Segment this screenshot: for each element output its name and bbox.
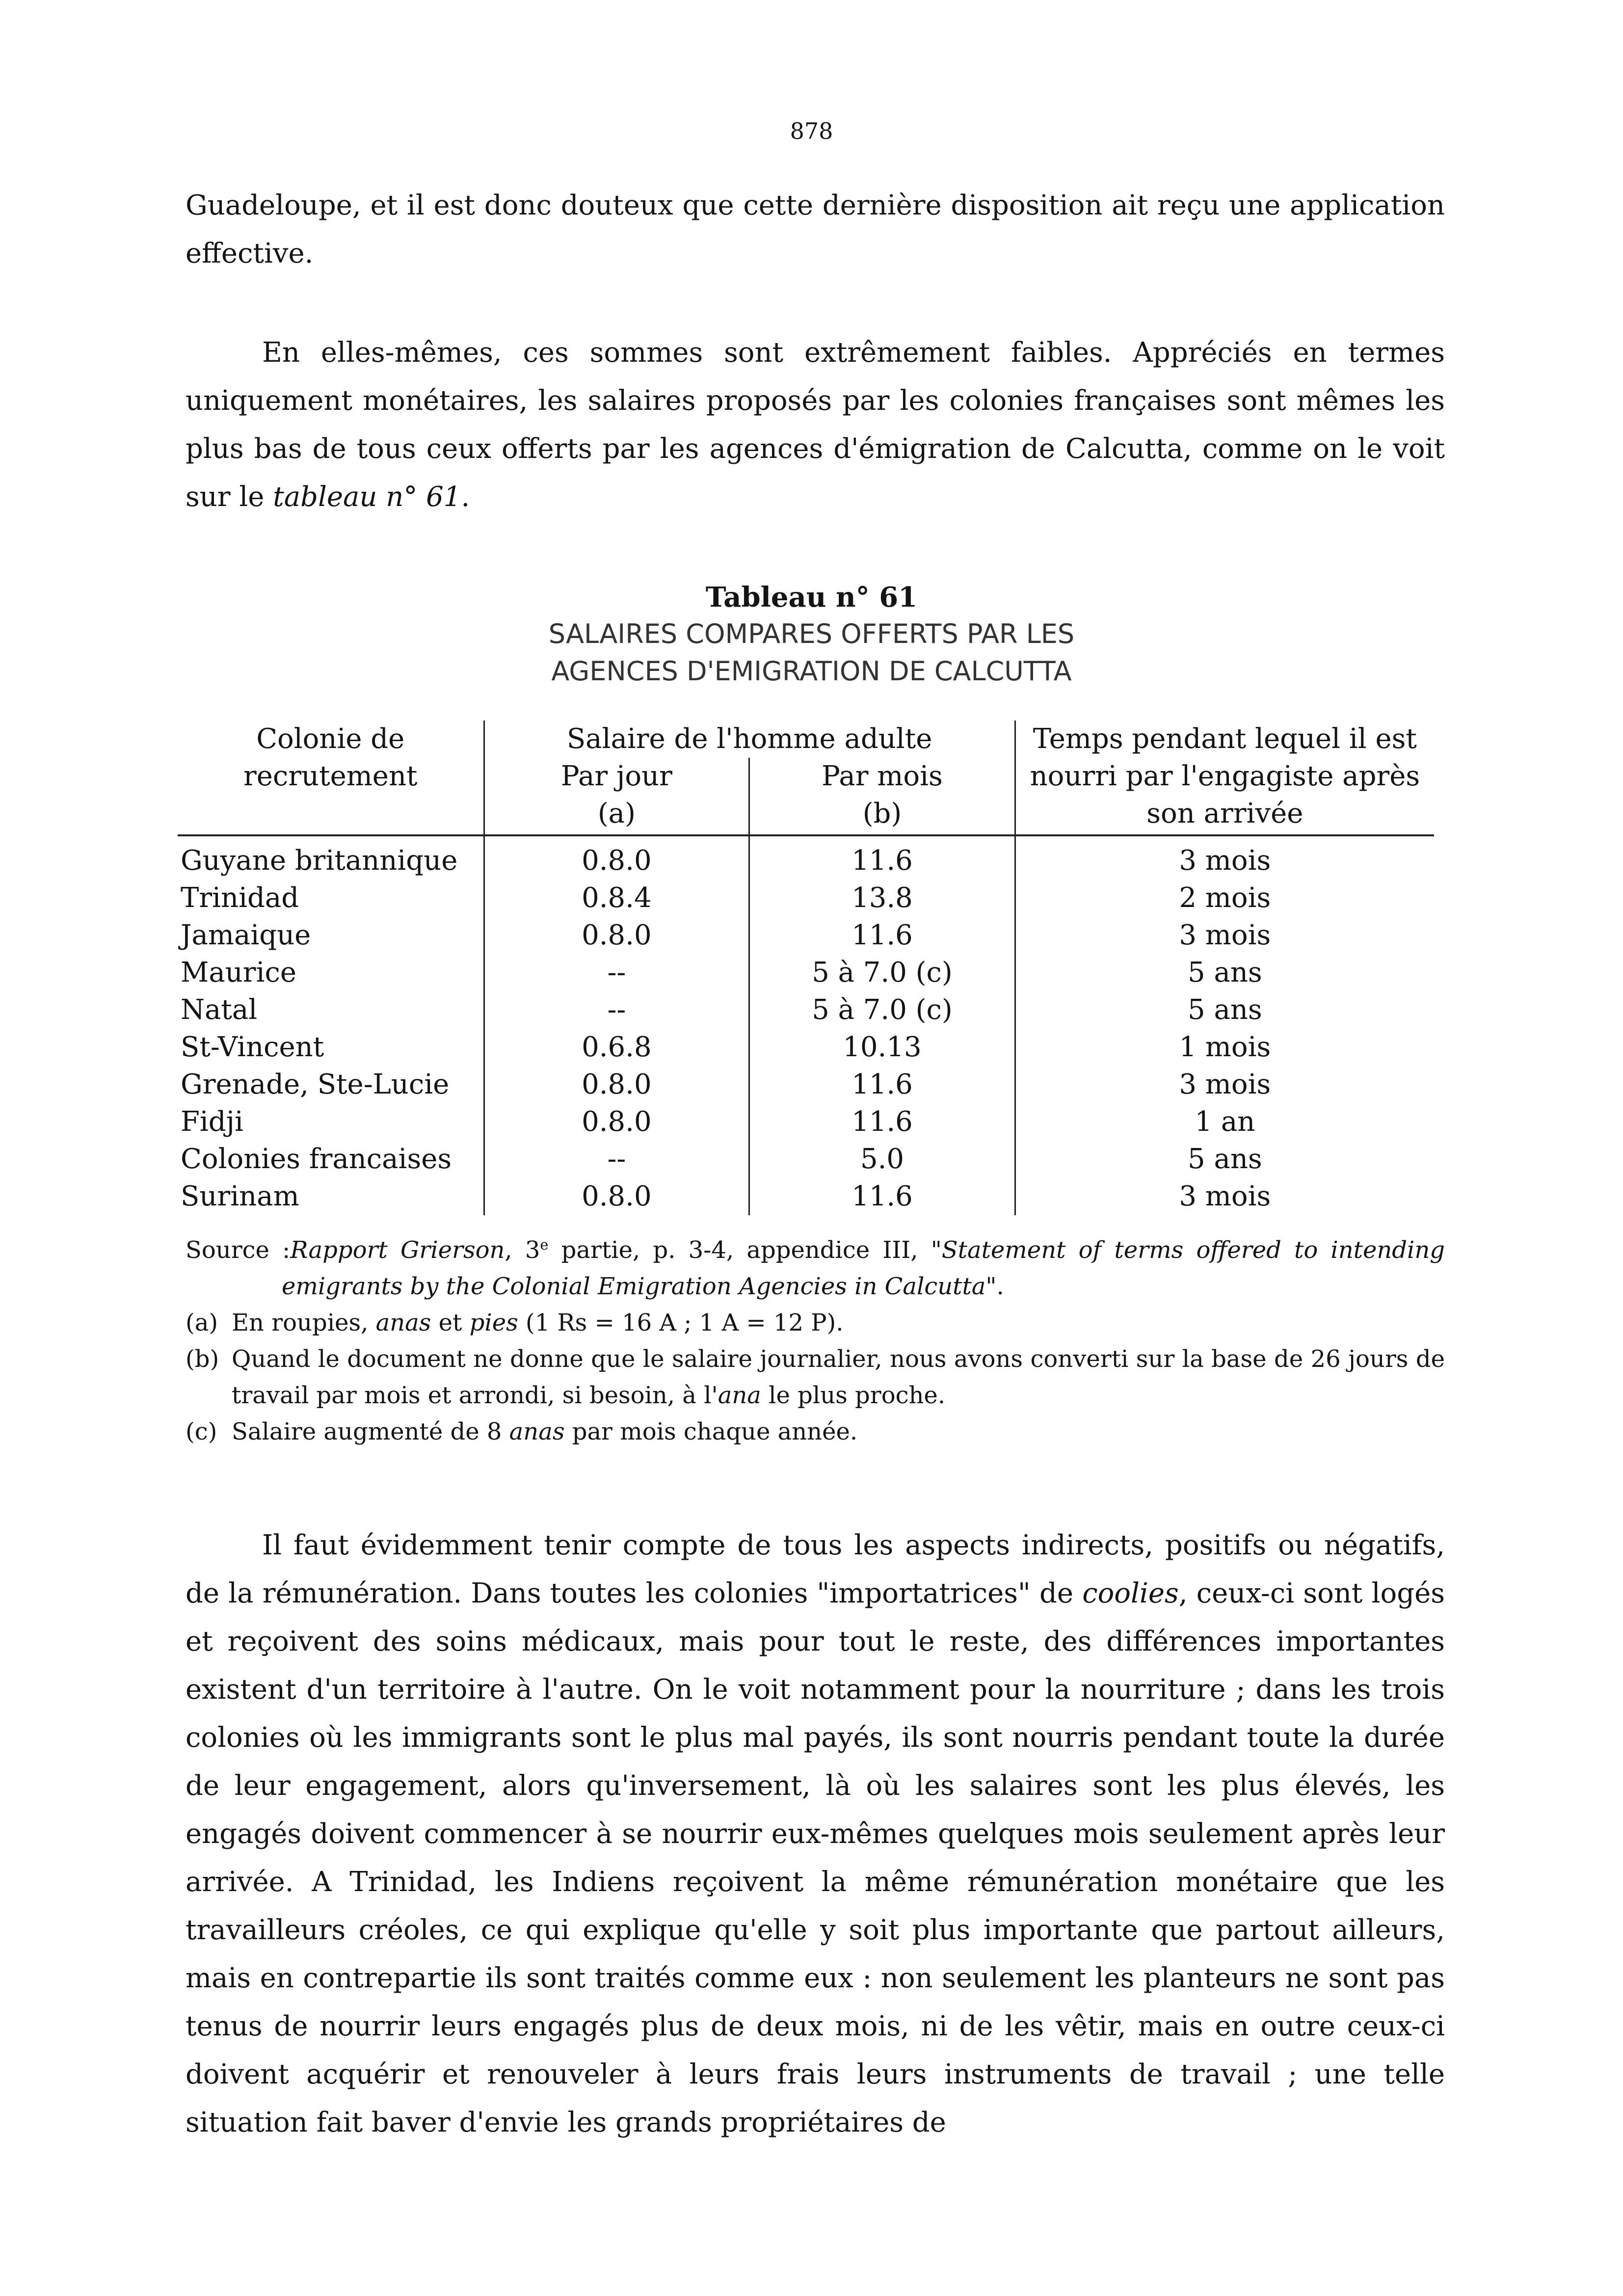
table-title-line-2: AGENCES D'EMIGRATION DE CALCUTTA (551, 656, 1072, 687)
table-caption (0, 579, 1623, 690)
header-per-month-note: (b) (749, 795, 1015, 835)
cell-day: 0.8.0 (484, 835, 749, 880)
source-sup: e (540, 1236, 549, 1253)
note-c-text (232, 1414, 1445, 1450)
source-title: Statement of terms offered to intending emigrants by the Colonial Emigration Agencies in Calcutta (282, 1236, 1445, 1300)
cell-day: 0.8.0 (484, 1066, 749, 1103)
cell-colony: Natal (181, 994, 258, 1026)
coolies-term: coolies (1082, 1577, 1179, 1609)
cell-colony: Trinidad (181, 882, 299, 914)
table-title-line-1: SALAIRES COMPARES OFFERTS PAR LES (548, 618, 1075, 649)
cell-time: 3 mois (1015, 1066, 1434, 1103)
cell-month: 5.0 (749, 1141, 1015, 1178)
cell-colony: St-Vincent (181, 1031, 324, 1063)
header-per-day-note: (a) (484, 795, 749, 835)
cell-colony: Colonies francaises (181, 1143, 452, 1175)
cell-time: 5 ans (1015, 991, 1434, 1029)
cell-colony: Fidji (181, 1106, 243, 1138)
cell-month: 5 à 7.0 (c) (749, 954, 1015, 991)
paragraph-1-text: Guadeloupe, et il est donc douteux que cette dernière disposition ait reçu une application effective. (186, 189, 1445, 269)
cell-colony: Surinam (181, 1180, 299, 1212)
cell-time: 1 mois (1015, 1029, 1434, 1066)
header-per-day: Par jour (484, 758, 749, 795)
paragraph-2-text: En elles-mêmes, ces sommes sont extrêmement faibles. Appréciés en termes uniquement monétaires, les salaires proposés par les colonies françaises sont mêmes les plus bas de tous ceux offerts par les agences d'émigration de Calcutta, comme on le voit sur le (186, 337, 1445, 513)
header-colony-line-2: recrutement (243, 760, 418, 792)
table-row (178, 1178, 1434, 1215)
note-a-part-2: et (431, 1309, 470, 1336)
table-row (178, 1141, 1434, 1178)
header-time-line-2: nourri par l'engagiste après (1030, 760, 1420, 792)
cell-time: 3 mois (1015, 917, 1434, 954)
cell-day: 0.6.8 (484, 1029, 749, 1066)
table-number: Tableau n° 61 (705, 581, 918, 614)
note-a-pies: pies (469, 1309, 518, 1336)
table-row (178, 1103, 1434, 1141)
table-row (178, 917, 1434, 954)
note-a-anas: anas (375, 1309, 431, 1336)
paragraph-3 (186, 1522, 1445, 2147)
cell-month: 11.6 (749, 1066, 1015, 1103)
cell-month: 11.6 (749, 835, 1015, 880)
source-label: Source : (186, 1236, 291, 1264)
header-time-line-3: son arrivée (1146, 798, 1304, 829)
note-a-part-1: En roupies, (232, 1309, 376, 1336)
header-time-line-1: Temps pendant lequel il est (1033, 723, 1417, 755)
note-b-part-2: le plus proche. (761, 1382, 946, 1409)
salary-table (178, 721, 1434, 1215)
note-c-marker: (c) (186, 1418, 217, 1445)
cell-time: 5 ans (1015, 1141, 1434, 1178)
table-row (178, 880, 1434, 917)
cell-day: 0.8.4 (484, 880, 749, 917)
note-c (186, 1414, 1445, 1450)
cell-day: 0.8.0 (484, 917, 749, 954)
paragraph-2-end: . (461, 481, 470, 513)
cell-time: 3 mois (1015, 1178, 1434, 1215)
paragraph-3-part-a: Il faut évidemment tenir compte de tous les aspects indirects, positifs ou négatifs, de la rémunération. Dans toutes les colonies "importatrices" de (186, 1529, 1445, 1609)
note-c-anas: anas (509, 1418, 565, 1445)
cell-day: 0.8.0 (484, 1103, 749, 1141)
note-b (186, 1341, 1445, 1414)
table-body (178, 835, 1434, 1215)
note-c-part-2: par mois chaque année. (564, 1418, 858, 1445)
source-part-c: ". (985, 1273, 1004, 1300)
cell-month: 5 à 7.0 (c) (749, 991, 1015, 1029)
cell-time: 5 ans (1015, 954, 1434, 991)
header-colony (178, 721, 484, 835)
paragraph-2 (186, 329, 1445, 521)
table-row (178, 954, 1434, 991)
paragraph-1 (186, 182, 1445, 278)
cell-day: -- (484, 991, 749, 1029)
note-a-part-3: (1 Rs = 16 A ; 1 A = 12 P). (518, 1309, 844, 1336)
note-b-marker: (b) (186, 1345, 219, 1373)
cell-time: 2 mois (1015, 880, 1434, 917)
paragraph-3-part-b: , ceux-ci sont logés et reçoivent des soins médicaux, mais pour tout le reste, des différences importantes existent d'un territoire à l'autre. On le voit notamment pour la nourriture ; dans les trois colonies où les immigrants sont le plus mal payés, ils sont nourris pendant toute la durée de leur engagement, alors qu'inversement, là où les salaires sont les plus élevés, les engagés doivent commencer à se nourrir eux-mêmes quelques mois seulement après leur arrivée. A Trinidad, les Indiens reçoivent la même rémunération monétaire que les travailleurs créoles, ce qui explique qu'elle y soit plus importante que partout ailleurs, mais en contrepartie ils sont traités comme eux : non seulement les planteurs ne sont pas tenus de nourrir leurs engagés plus de deux mois, ni de les vêtir, mais en outre ceux-ci doivent acquérir et renouveler à leurs frais leurs instruments de travail ; une telle situation fait baver d'envie les grands propriétaires de (186, 1577, 1445, 2138)
cell-colony: Guyane britannique (181, 845, 458, 877)
cell-colony: Jamaique (181, 919, 311, 951)
note-b-text (232, 1341, 1445, 1414)
cell-day: -- (484, 1141, 749, 1178)
table-row (178, 991, 1434, 1029)
source-part-a: , 3 (505, 1236, 540, 1264)
cell-colony: Grenade, Ste-Lucie (181, 1068, 450, 1100)
cell-day: -- (484, 954, 749, 991)
table-row (178, 1029, 1434, 1066)
header-per-month: Par mois (749, 758, 1015, 795)
cell-month: 13.8 (749, 880, 1015, 917)
header-colony-line-1: Colonie de (256, 723, 405, 755)
source-ref: Rapport Grierson (290, 1236, 505, 1264)
cell-month: 11.6 (749, 1178, 1015, 1215)
note-a-text (232, 1305, 1445, 1341)
cell-time: 3 mois (1015, 835, 1434, 880)
table-row (178, 835, 1434, 880)
source-note (186, 1232, 1445, 1305)
note-c-part-1: Salaire augmenté de 8 (232, 1418, 509, 1445)
table-notes (186, 1232, 1445, 1450)
header-salary: Salaire de l'homme adulte (484, 721, 1015, 758)
page-number: 878 (790, 118, 833, 144)
cell-month: 11.6 (749, 917, 1015, 954)
cell-day: 0.8.0 (484, 1178, 749, 1215)
note-b-ana: ana (718, 1382, 761, 1409)
note-b-part-1: Quand le document ne donne que le salaire journalier, nous avons converti sur la base de 26 jours de travail par mois et arrondi, si besoin, à l' (232, 1345, 1445, 1409)
source-part-b: partie, p. 3-4, appendice III, " (548, 1236, 942, 1264)
note-a (186, 1305, 1445, 1341)
cell-time: 1 an (1015, 1103, 1434, 1141)
cell-colony: Maurice (181, 957, 296, 988)
header-time (1015, 721, 1434, 835)
cell-month: 10.13 (749, 1029, 1015, 1066)
note-a-marker: (a) (186, 1309, 218, 1336)
table-row (178, 1066, 1434, 1103)
table-reference: tableau n° 61 (273, 481, 461, 513)
cell-month: 11.6 (749, 1103, 1015, 1141)
